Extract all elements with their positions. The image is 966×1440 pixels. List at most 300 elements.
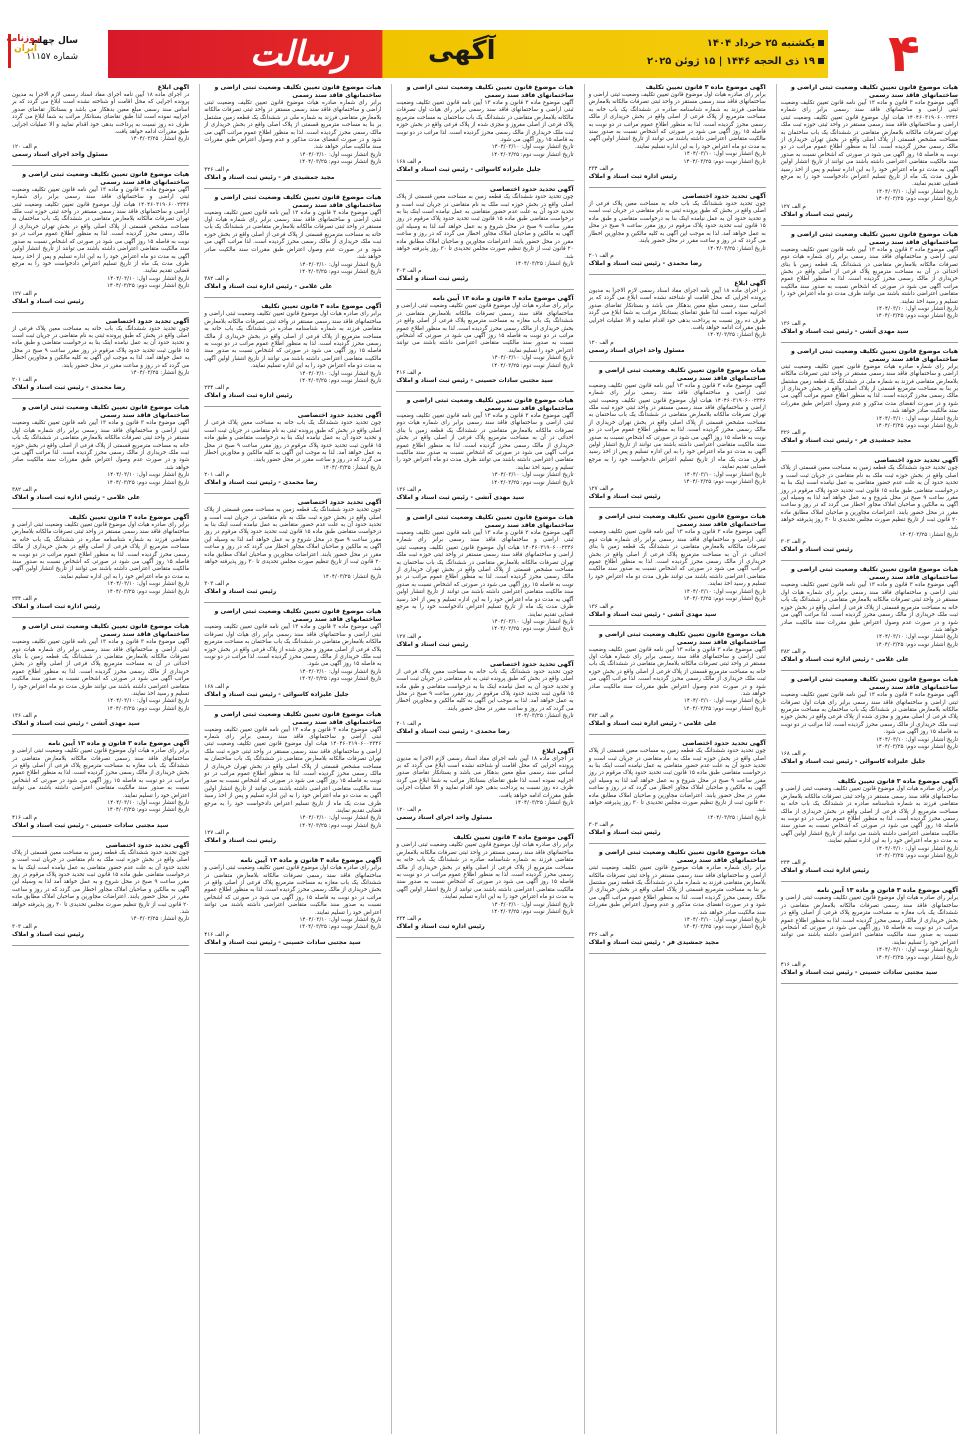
notice <box>396 834 573 931</box>
notice <box>12 623 189 728</box>
notice-date: تاریخ انتشار نوبت اول: ۱۴۰۴/۰۳/۱۰ <box>107 581 190 588</box>
notice <box>12 514 189 611</box>
notice-signature: رئیس اداره ثبت اسناد و املاک <box>204 392 293 400</box>
notice <box>589 513 766 618</box>
bullet-icon <box>818 58 824 64</box>
notice-signature: سید مهدی آتشی - رئیس ثبت اسناد و املاک <box>11 720 140 728</box>
notice-date: تاریخ انتشار نوبت دوم: ۱۴۰۴/۰۳/۲۵ <box>491 909 574 916</box>
notice-heading: آگهی موضوع ماده ۳ قانون تعیین تکلیف <box>68 514 190 522</box>
notice-divider <box>589 187 766 188</box>
notice <box>204 412 381 487</box>
notice-date: تاریخ انتشار نوبت اول: ۱۴۰۴/۰۳/۱۰ <box>876 415 958 422</box>
notice-date: تاریخ انتشار نوبت اول: ۱۴۰۴/۰۳/۱۰ <box>876 947 958 954</box>
notice-code: م الف ۳۸۲ <box>588 713 614 720</box>
notice-divider <box>204 493 381 494</box>
notice-code: م الف ۳۰۳ <box>396 268 422 275</box>
notice-divider <box>204 188 381 189</box>
notice-divider <box>589 625 766 626</box>
notice-signature: سید مهدی آتشی - رئیس ثبت اسناد و املاک <box>396 494 525 502</box>
notice-date: تاریخ انتشار: ۱۴۰۴/۰۳/۲۵ <box>515 260 574 267</box>
notice-signature: مجید جمشیدی فر - رئیس ثبت اسناد و املاک <box>204 173 335 181</box>
column-2 <box>584 84 766 1434</box>
notice-code: م الف ۱۲۷ <box>588 486 614 493</box>
notices-columns <box>8 84 958 1434</box>
notice <box>204 608 381 698</box>
notice-code: م الف ۲۰۱ <box>396 720 422 727</box>
notice-date: تاریخ انتشار نوبت اول: ۱۴۰۴/۰۳/۱۰ <box>876 736 958 743</box>
notice-code: م الف ۱۶۸ <box>204 683 230 690</box>
notice-body: چون تحدید حدود ششدانگ یک قطعه زمین به مساحت معین قسمتی از پلاک اصلی واقع در بخش حوزه ثبت ملک به نام متقاضی در جریان ثبت است و تحدید حدود آن به علت عدم حضور متقاضی به عمل نیامده است اینک بنا به درخواست متقاضی طبق ماده ۱۵ قانون ثبت تحدید حدود پلاک مرقوم در روز مقرر ساعت ۹ صبح در محل شروع و به عمل خواهد آمد لذا به وسیله این آگهی به مالکین و صاحبان املاک مجاور اخطار می گردد که در روز و ساعت مقرر در محل حضور یابند. اعتراضات مجاورین و صاحبان املاک مطابق ماده ۲۰ قانون ثبت از تاریخ تنظیم صورت مجلس تحدیدی تا ۳۰ روز پذیرفته خواهد شد. <box>204 507 382 573</box>
page-number: ۴ <box>888 24 920 84</box>
notice-body: چون تحدید حدود ششدانگ یک قطعه زمین به مساحت معین قسمتی از پلاک اصلی واقع در بخش حوزه ثبت ملک به نام متقاضی در جریان ثبت است و تحدید حدود آن به علت عدم حضور متقاضی به عمل نیامده است اینک بنا به درخواست متقاضی طبق ماده ۱۵ قانون ثبت تحدید حدود پلاک مرقوم در روز مقرر ساعت ۹ صبح در محل شروع و به عمل خواهد آمد لذا به وسیله این آگهی به مالکین و صاحبان املاک مجاور اخطار می گردد که در روز و ساعت مقرر در محل حضور یابند. اعتراضات مجاورین و صاحبان املاک مطابق ماده ۲۰ قانون ثبت از تاریخ تنظیم صورت مجلس تحدیدی تا ۳۰ روز پذیرفته خواهد شد. <box>588 748 766 814</box>
notice <box>781 84 958 219</box>
notice-code: م الف ۲۰۱ <box>588 252 614 259</box>
notice-code: م الف ۳۸۲ <box>204 276 230 283</box>
notice-body: آگهی موضوع ماده ۳ قانون و ماده ۱۳ آیین نامه قانون تعیین تکلیف وضعیت ثبتی اراضی و ساختمانهای فاقد سند رسمی برابر رای هیات اول تصرفات مالکانه بلامعارض متقاضی در ششدانگ یک باب ساختمان به مساحت مترمربع پلاک فرعی از اصلی مفروز و مجزی شده از پلاک فرعی واقع در بخش حوزه ثبت ملک خریداری از مالک رسمی محرز گردیده است. لذا مراتب در دو نوبت به فاصله ۱۵ روز آگهی می شود. <box>780 692 958 736</box>
notice-heading: آگهی موضوع ماده ۳ قانون و ماده ۱۳ آیین نامه <box>48 740 190 748</box>
notice <box>204 499 381 596</box>
notice-divider <box>589 361 766 362</box>
notice-divider <box>204 406 381 407</box>
notice-divider <box>781 451 958 452</box>
issue-number: شماره ۱۱۱۵۷ <box>26 52 78 62</box>
notice-date: تاریخ انتشار: ۱۴۰۴/۰۳/۲۵ <box>515 800 574 806</box>
issue-info <box>8 30 100 78</box>
notice-code: م الف ۳۰۳ <box>11 923 38 930</box>
notice-divider <box>204 297 381 298</box>
side-logo <box>8 34 40 68</box>
notice-date: تاریخ انتشار: ۱۴۰۴/۰۳/۲۵ <box>707 814 766 821</box>
notice-code: م الف ۲۰۱ <box>11 377 38 384</box>
notice-date: تاریخ انتشار نوبت دوم: ۱۴۰۴/۰۳/۲۵ <box>875 641 958 648</box>
notice-date: تاریخ انتشار نوبت دوم: ۱۴۰۴/۰۳/۲۵ <box>299 268 382 275</box>
notice-code: م الف ۱۲۷ <box>204 830 230 837</box>
notice-date: تاریخ انتشار نوبت دوم: ۱۴۰۴/۰۳/۲۵ <box>491 362 574 369</box>
notice-divider <box>781 225 958 226</box>
notice-code: م الف ۳۲۶ <box>204 166 230 173</box>
notice-code: م الف ۲۳۴ <box>780 860 806 867</box>
notice-body: در اجرای ماده ۱۸ آیین نامه اجرای مفاد اسناد رسمی لازم الاجرا به مدیون پرونده اجرایی که محل اقامت او شناخته نشده است ابلاغ می گردد که بر اساس سند رسمی مبلغ معین بدهکار می باشد و بستانکار تقاضای صدور اجراییه نموده است لذا طبق تقاضای بستانکار مراتب به شما ابلاغ می گردد ظرف ده روز نسبت به پرداخت بدهی خود اقدام نمایید و الا عملیات اجرایی طبق مقررات ادامه خواهد یافت. <box>396 755 574 799</box>
notice-signature: سید مهدی آتشی - رئیس ثبت اسناد و املاک <box>588 610 717 618</box>
notice-divider <box>396 180 573 181</box>
notice <box>12 842 189 939</box>
notice-signature: رئیس ثبت اسناد و املاک <box>588 829 661 837</box>
notice-signature: رئیس ثبت اسناد و املاک <box>11 297 84 305</box>
notice-date: تاریخ انتشار: ۱۴۰۴/۰۳/۲۵ <box>130 136 190 143</box>
notice-date: تاریخ انتشار: ۱۴۰۴/۰۳/۲۵ <box>707 332 766 339</box>
notice-heading: آگهی موضوع ماده ۳ قانون تعیین تکلیف <box>645 84 766 91</box>
notice-date: تاریخ انتشار نوبت دوم: ۱۴۰۴/۰۳/۲۵ <box>875 313 958 320</box>
notice <box>781 457 958 554</box>
notice <box>396 295 573 385</box>
notice-body: آگهی موضوع ماده ۳ قانون و ماده ۱۳ آیین نامه قانون تعیین تکلیف وضعیت ثبتی اراضی و ساختمانهای فاقد سند رسمی برابر رای شماره ۱۴۰۴۶۰۳۱۹۰۶۰۰۲۳۴۶ هیات اول موضوع قانون تعیین تکلیف وضعیت ثبتی اراضی و ساختمانهای فاقد سند رسمی مستقر در واحد ثبتی حوزه ثبت ملک تهران تصرفات مالکانه بلامعارض متقاضی در ششدانگ یک باب ساختمان به مساحت مشخص قسمتی از پلاک اصلی واقع در بخش تهران خریداری از مالک رسمی محرز گردیده است. لذا به منظور اطلاع عموم مراتب در دو نوبت به فاصله ۱۵ روز آگهی می شود در صورتی که اشخاص نسبت به صدور سند مالکیت متقاضی اعتراضی داشته باشند می توانند از تاریخ انتشار اولین آگهی به مدت دو ماه اعتراض خود را به این اداره تسلیم و پس از اخذ رسید ظرف مدت یک ماه از تاریخ تسلیم اعتراض دادخواست خود را به مرجع قضایی تقدیم نمایند. <box>588 382 766 471</box>
notice-date: تاریخ انتشار نوبت اول: ۱۴۰۴/۰۳/۱۰ <box>491 901 574 908</box>
notice-body: آگهی موضوع ماده ۳ قانون و ماده ۱۳ آیین نامه قانون تعیین تکلیف وضعیت ثبتی اراضی و ساختمانهای فاقد سند رسمی برابر رای شماره هیات اول مستقر در واحد ثبتی تصرفات مالکانه بلامعارض متقاضی در ششدانگ یک باب خانه به مساحت مترمربع قسمتی از پلاک فرعی از اصلی واقع در بخش حوزه ثبت ملک خریداری از مالک رسمی محرز گردیده است. لذا مراتب آگهی می شود و در صورت عدم وصول اعتراض طبق مقررات سند مالکیت صادر خواهد شد. <box>11 420 190 471</box>
notice-signature: مسئول واحد اجرای اسناد رسمی <box>396 814 493 822</box>
notice <box>781 231 958 336</box>
notice-date: تاریخ انتشار نوبت اول: ۱۴۰۴/۰۳/۱۰ <box>876 845 958 852</box>
notice-heading: آگهی موضوع ماده ۳ قانون و ماده ۱۳ آیین نامه <box>816 887 958 895</box>
column-1 <box>776 84 958 1434</box>
notice-date: تاریخ انتشار: ۱۴۰۴/۰۳/۲۵ <box>322 464 382 471</box>
notice-heading: هیات موضوع قانون تعیین تکلیف وضعیت ثبتی اراضی و ساختمانهای فاقد سند رسمی <box>598 849 766 865</box>
newspaper-logo: رسالت <box>250 34 350 74</box>
notice-code: م الف ۱۲۷ <box>396 633 422 640</box>
notice-heading: آگهی تحدید حدود اختصاصی <box>297 499 382 507</box>
notice-date: تاریخ انتشار نوبت دوم: ۱۴۰۴/۰۳/۲۵ <box>491 151 574 158</box>
notice-code: م الف ۴۱۶ <box>204 931 230 938</box>
notice <box>396 84 573 174</box>
notice-heading: هیات موضوع قانون تعیین تکلیف وضعیت ثبتی اراضی و ساختمانهای فاقد سند رسمی <box>598 630 766 646</box>
notice-code: م الف ۱۲۰ <box>588 339 614 346</box>
notice-body: آگهی موضوع ماده ۳ قانون و ماده ۱۳ آیین نامه قانون تعیین تکلیف وضعیت ثبتی اراضی و ساختمانهای فاقد سند رسمی برابر رای شماره ۱۴۰۴۶۰۳۱۹۰۶۰۰۲۳۴۶ هیات اول موضوع قانون تعیین تکلیف وضعیت ثبتی اراضی و ساختمانهای فاقد سند رسمی مستقر در واحد ثبتی حوزه ثبت ملک تهران تصرفات مالکانه بلامعارض متقاضی در ششدانگ یک باب ساختمان به مساحت مشخص قسمتی از پلاک اصلی واقع در بخش تهران خریداری از مالک رسمی محرز گردیده است. لذا به منظور اطلاع عموم مراتب در دو نوبت به فاصله ۱۵ روز آگهی می شود در صورتی که اشخاص نسبت به صدور سند مالکیت متقاضی اعتراضی داشته باشند می توانند از تاریخ انتشار اولین آگهی به مدت دو ماه اعتراض خود را به این اداره تسلیم و پس از اخذ رسید ظرف مدت یک ماه از تاریخ تسلیم اعتراض دادخواست خود را به مرجع قضایی تقدیم نمایند. <box>11 186 190 275</box>
notice-date: تاریخ انتشار نوبت دوم: ۱۴۰۴/۰۳/۲۵ <box>106 807 190 814</box>
notice-divider <box>12 508 189 509</box>
notice-code: م الف ۱۳۶ <box>396 487 422 494</box>
notice <box>396 748 573 823</box>
notice-code: م الف ۱۳۶ <box>588 603 614 610</box>
notice-date: تاریخ انتشار نوبت دوم: ۱۴۰۴/۰۳/۲۵ <box>299 822 382 829</box>
notice-date: تاریخ انتشار نوبت اول: ۱۴۰۴/۰۳/۱۰ <box>299 370 382 377</box>
notice-date: تاریخ انتشار نوبت دوم: ۱۴۰۴/۰۳/۲۵ <box>683 158 766 165</box>
notice <box>589 84 766 181</box>
notice <box>204 857 381 947</box>
notice-divider <box>396 508 573 509</box>
notice <box>589 193 766 268</box>
notice-divider <box>12 734 189 735</box>
notice-body: در اجرای ماده ۱۸ آیین نامه اجرای مفاد اسناد رسمی لازم الاجرا به مدیون پرونده اجرایی که محل اقامت او شناخته نشده است ابلاغ می گردد که بر اساس سند رسمی مبلغ معین بدهکار می باشد و بستانکار تقاضای صدور اجراییه نموده است لذا طبق تقاضای بستانکار مراتب به شما ابلاغ می گردد ظرف ده روز نسبت به پرداخت بدهی خود اقدام نمایید و الا عملیات اجرایی طبق مقررات ادامه خواهد یافت. <box>11 92 190 136</box>
notice-signature: مجید جمشیدی فر - رئیس ثبت اسناد و املاک <box>588 938 719 946</box>
notice-body: آگهی موضوع ماده ۳ قانون و ماده ۱۳ آیین نامه قانون تعیین تکلیف وضعیت ثبتی اراضی و ساختمانهای فاقد سند رسمی برابر رای شماره هیات دوم تصرفات مالکانه بلامعارض متقاضی در ششدانگ یک قطعه زمین با بنای احداثی در آن به مساحت مترمربع پلاک فرعی از اصلی واقع در بخش خریداری از مالک رسمی محرز گردیده است. لذا به منظور اطلاع عموم مراتب آگهی می شود در صورتی که اشخاص نسبت به صدور سند مالکیت متقاضی اعتراضی داشته باشند می توانند ظرف مدت دو ماه اعتراض خود را تسلیم و رسید اخذ نمایند. <box>780 246 958 305</box>
notice-date: تاریخ انتشار نوبت دوم: ۱۴۰۴/۰۳/۲۵ <box>875 423 958 429</box>
notice-date: تاریخ انتشار نوبت دوم: ۱۴۰۴/۰۳/۲۵ <box>299 676 382 683</box>
notice <box>589 367 766 502</box>
notice-signature: مسئول واحد اجرای اسناد رسمی <box>11 150 109 158</box>
bullet-icon <box>818 40 824 46</box>
notice-body: چون تحدید حدود ششدانگ یک باب خانه به مساحت معین پلاک فرعی از اصلی واقع در بخش که طبق پرونده ثبتی به نام متقاضی در جریان ثبت است و تحدید حدود آن به عمل نیامده اینک بنا به درخواست متقاضی و طبق ماده ۱۵ قانون ثبت تحدید حدود پلاک مرقوم در روز مقرر ساعت ۹ صبح در محل به عمل خواهد آمد. لذا به موجب این آگهی به کلیه مالکین و مجاورین اخطار می گردد که در روز و ساعت مقرر در محل حضور یابند. <box>204 420 382 464</box>
notice-divider <box>12 617 189 618</box>
notice-heading: هیات موضوع قانون تعیین تکلیف وضعیت ثبتی اراضی و ساختمانهای فاقد سند رسمی <box>22 170 190 186</box>
notice-heading: آگهی ابلاغ <box>542 747 574 755</box>
notice-body: چون تحدید حدود ششدانگ یک قطعه زمین به مساحت معین قسمتی از پلاک اصلی واقع در بخش حوزه ثبت ملک به نام متقاضی در جریان ثبت است و تحدید حدود آن به علت عدم حضور متقاضی به عمل نیامده است اینک بنا به درخواست متقاضی طبق ماده ۱۵ قانون ثبت تحدید حدود پلاک مرقوم در روز مقرر ساعت ۹ صبح در محل شروع و به عمل خواهد آمد لذا به وسیله این آگهی به مالکین و صاحبان املاک مجاور اخطار می گردد که در روز و ساعت مقرر در محل حضور یابند. اعتراضات مجاورین و صاحبان املاک مطابق ماده ۲۰ قانون ثبت از تاریخ تنظیم صورت مجلس تحدیدی تا ۳۰ روز پذیرفته خواهد شد. <box>780 465 958 531</box>
notice-body: برابر رای صادره هیات اول موضوع قانون تعیین تکلیف وضعیت ثبتی اراضی و ساختمانهای فاقد سند رسمی مستقر در واحد ثبتی تصرفات مالکانه بلامعارض متقاضی فرزند به شماره شناسنامه صادره در ششدانگ یک باب خانه به مساحت مترمربع از پلاک فرعی از اصلی واقع در بخش خریداری از مالک رسمی محرز گردیده است. لذا به منظور اطلاع عموم مراتب در دو نوبت به فاصله ۱۵ روز آگهی می شود در صورتی که اشخاص نسبت به صدور سند مالکیت متقاضی اعتراضی داشته باشند می توانند از تاریخ انتشار اولین آگهی به مدت دو ماه اعتراض خود را به این اداره تسلیم نمایند. <box>780 786 958 845</box>
notice-date: تاریخ انتشار نوبت دوم: ۱۴۰۴/۰۳/۲۵ <box>106 588 190 595</box>
notice-signature: رئیس اداره ثبت اسناد و املاک <box>11 603 101 611</box>
notice-heading: هیات موضوع قانون تعیین تکلیف وضعیت ثبتی اراضی و ساختمانهای فاقد سند رسمی <box>406 514 574 530</box>
notice-code: م الف ۲۳۴ <box>204 385 230 392</box>
notice-date: تاریخ انتشار نوبت دوم: ۱۴۰۴/۰۳/۲۵ <box>106 283 190 290</box>
notice-code: م الف ۱۶۸ <box>780 751 806 758</box>
notice-heading: هیات موضوع قانون تعیین تکلیف وضعیت ثبتی اراضی و ساختمانهای فاقد سند رسمی <box>214 608 382 624</box>
notice-date: تاریخ انتشار نوبت اول: ۱۴۰۴/۰۳/۱۰ <box>107 472 190 479</box>
notice-body: آگهی موضوع ماده ۳ قانون و ماده ۱۳ آیین نامه قانون تعیین تکلیف وضعیت ثبتی اراضی و ساختمانهای فاقد سند رسمی برابر رای شماره هیات دوم تصرفات مالکانه بلامعارض متقاضی در ششدانگ یک قطعه زمین با بنای احداثی در آن به مساحت مترمربع پلاک فرعی از اصلی واقع در بخش خریداری از مالک رسمی محرز گردیده است. لذا به منظور اطلاع عموم مراتب آگهی می شود در صورتی که اشخاص نسبت به صدور سند مالکیت متقاضی اعتراضی داشته باشند می توانند ظرف مدت دو ماه اعتراض خود را تسلیم و رسید اخذ نمایند. <box>11 639 190 697</box>
notice-heading: آگهی موضوع ماده ۳ قانون تعیین تکلیف <box>837 778 958 786</box>
notice-date: تاریخ انتشار نوبت اول: ۱۴۰۴/۰۳/۱۰ <box>876 305 958 312</box>
notice-divider <box>396 742 573 743</box>
notice-divider <box>781 983 958 984</box>
notice-heading: هیات موضوع قانون تعیین تکلیف وضعیت ثبتی اراضی و ساختمانهای فاقد سند رسمی <box>791 347 958 363</box>
notice-body: برابر رای صادره هیات اول موضوع قانون تعیین تکلیف وضعیت ثبتی اراضی و ساختمانهای فاقد سند رسمی تصرفات مالکانه بلامعارض متقاضی در ششدانگ یک باب مغازه به مساحت مترمربع پلاک فرعی از اصلی واقع در بخش خریداری از مالک رسمی محرز گردیده است. لذا به منظور اطلاع عموم مراتب در دو نوبت به فاصله ۱۵ روز آگهی می شود در صورتی که اشخاص نسبت به صدور سند مالکیت متقاضی اعتراضی داشته باشند می توانند اعتراض خود را تسلیم نمایند. <box>396 303 574 354</box>
notice-divider <box>589 953 766 954</box>
notice-signature: علی غلامی - رئیس اداره ثبت اسناد و املاک <box>204 283 333 291</box>
notice-divider <box>781 881 958 882</box>
notice-heading: آگهی تحدید حدود اختصاصی <box>105 317 190 325</box>
notice-date: تاریخ انتشار نوبت اول: ۱۴۰۴/۰۳/۱۰ <box>491 355 574 362</box>
notice-heading: آگهی ابلاغ <box>157 84 190 91</box>
notice-date: تاریخ انتشار: ۱۴۰۴/۰۳/۲۵ <box>130 916 190 923</box>
notice-divider <box>781 670 958 671</box>
notice <box>589 631 766 729</box>
notice-code: م الف ۱۲۷ <box>780 203 806 210</box>
notice-signature: سید مجتبی سادات حسینی - رئیس ثبت اسناد و املاک <box>780 969 938 977</box>
notice-signature: مسئول واحد اجرای اسناد رسمی <box>588 346 685 354</box>
notice-signature: رضا محمدی - رئیس ثبت اسناد و املاک <box>204 479 318 487</box>
notice-signature: رئیس ثبت اسناد و املاک <box>396 640 469 648</box>
notice-signature: رئیس اداره ثبت اسناد و املاک <box>588 173 677 181</box>
notice-body: چون تحدید حدود ششدانگ یک باب خانه به مساحت معین پلاک فرعی از اصلی واقع در بخش که طبق پرونده ثبتی به نام متقاضی در جریان ثبت است و تحدید حدود آن به عمل نیامده اینک بنا به درخواست متقاضی و طبق ماده ۱۵ قانون ثبت تحدید حدود پلاک مرقوم در روز مقرر ساعت ۹ صبح در محل به عمل خواهد آمد. لذا به موجب این آگهی به کلیه مالکین و مجاورین اخطار می گردد که در روز و ساعت مقرر در محل حضور یابند. <box>11 325 190 369</box>
notice-body: برابر رای صادره هیات اول موضوع قانون تعیین تکلیف وضعیت ثبتی اراضی و ساختمانهای فاقد سند رسمی تصرفات مالکانه بلامعارض متقاضی در ششدانگ یک باب مغازه به مساحت مترمربع پلاک فرعی از اصلی واقع در بخش خریداری از مالک رسمی محرز گردیده است. لذا به منظور اطلاع عموم مراتب در دو نوبت به فاصله ۱۵ روز آگهی می شود در صورتی که اشخاص نسبت به صدور سند مالکیت متقاضی اعتراضی داشته باشند می توانند اعتراض خود را تسلیم نمایند. <box>780 895 958 946</box>
notice-signature: مجید جمشیدی فر - رئیس ثبت اسناد و املاک <box>780 437 912 445</box>
notice-date: تاریخ انتشار نوبت اول: ۱۴۰۴/۰۳/۱۰ <box>683 471 766 478</box>
notice-code: م الف ۴۱۶ <box>11 814 38 821</box>
notice-signature: جلیل علیزاده کاسوائی - رئیس ثبت اسناد و املاک <box>396 166 541 174</box>
notice-code: م الف ۴۱۶ <box>780 962 806 969</box>
notice-body: برابر رای صادره هیات اول موضوع قانون تعیین تکلیف وضعیت ثبتی اراضی و ساختمانهای فاقد سند رسمی مستقر در واحد ثبتی تصرفات مالکانه بلامعارض متقاضی فرزند به شماره شناسنامه صادره در ششدانگ یک باب خانه به مساحت مترمربع از پلاک فرعی از اصلی واقع در بخش خریداری از مالک رسمی محرز گردیده است. لذا به منظور اطلاع عموم مراتب در دو نوبت به فاصله ۱۵ روز آگهی می شود در صورتی که اشخاص نسبت به صدور سند مالکیت متقاضی اعتراضی داشته باشند می توانند از تاریخ انتشار اولین آگهی به مدت دو ماه اعتراض خود را به این اداره تسلیم نمایند. <box>588 92 766 150</box>
notice-divider <box>204 953 381 954</box>
notice-heading: آگهی موضوع ماده ۳ قانون تعیین تکلیف <box>261 303 382 311</box>
notice-heading: آگهی تحدید حدود اختصاصی <box>105 841 190 849</box>
notice-date: تاریخ انتشار نوبت اول: ۱۴۰۴/۰۳/۱۰ <box>107 698 190 705</box>
notice <box>12 740 189 830</box>
notice-heading: هیات موضوع قانون تعیین تکلیف وضعیت ثبتی اراضی و ساختمانهای فاقد سند رسمی <box>22 623 190 639</box>
notice-divider <box>12 945 189 946</box>
notice-body: برابر رای شماره صادره هیات موضوع قانون تعیین تکلیف وضعیت ثبتی اراضی و ساختمانهای فاقد سند رسمی مستقر در واحد ثبتی تصرفات مالکانه بلامعارض متقاضی فرزند به شماره ملی در ششدانگ یک قطعه زمین مشتمل بر بنا به مساحت مترمربع قسمتی از پلاک اصلی واقع در بخش خریداری از مالک رسمی محرز گردیده است. لذا به منظور اطلاع عموم مراتب آگهی می شود و در صورت انقضای مدت مذکور و عدم وصول اعتراض طبق مقررات سند مالکیت صادر خواهد شد. <box>780 363 958 415</box>
notice-date: تاریخ انتشار نوبت دوم: ۱۴۰۴/۰۳/۲۵ <box>683 705 766 712</box>
notice-code: م الف ۱۳۶ <box>11 713 38 720</box>
notice-date: تاریخ انتشار نوبت اول: ۱۴۰۴/۰۳/۱۰ <box>491 144 574 151</box>
year-label: سال چهلم <box>31 36 78 46</box>
notice-signature: سید مجتبی سادات حسینی - رئیس ثبت اسناد و املاک <box>11 821 169 829</box>
notice-heading: هیات موضوع قانون تعیین تکلیف وضعیت ثبتی اراضی و ساختمانهای فاقد سند رسمی <box>791 230 958 246</box>
notice-signature: رئیس اداره ثبت اسناد و املاک <box>396 923 485 931</box>
notice-date: تاریخ انتشار نوبت دوم: ۱۴۰۴/۰۳/۲۵ <box>875 954 958 961</box>
notice-divider <box>12 398 189 399</box>
notice-divider <box>589 843 766 844</box>
notice-date: تاریخ انتشار نوبت دوم: ۱۴۰۴/۰۳/۲۵ <box>875 743 958 750</box>
notice-date: تاریخ انتشار نوبت اول: ۱۴۰۴/۰۳/۱۰ <box>683 917 766 924</box>
notice <box>396 661 573 736</box>
notice-divider <box>204 705 381 706</box>
notice-body: برابر رای صادره هیات اول موضوع قانون تعیین تکلیف وضعیت ثبتی اراضی و ساختمانهای فاقد سند رسمی مستقر در واحد ثبتی تصرفات مالکانه بلامعارض متقاضی فرزند به شماره شناسنامه صادره در ششدانگ یک باب خانه به مساحت مترمربع از پلاک فرعی از اصلی واقع در بخش خریداری از مالک رسمی محرز گردیده است. لذا به منظور اطلاع عموم مراتب در دو نوبت به فاصله ۱۵ روز آگهی می شود در صورتی که اشخاص نسبت به صدور سند مالکیت متقاضی اعتراضی داشته باشند می توانند از تاریخ انتشار اولین آگهی به مدت دو ماه اعتراض خود را به این اداره تسلیم نمایند. <box>11 522 190 580</box>
notice <box>589 849 766 947</box>
notice-divider <box>12 836 189 837</box>
notice-divider <box>781 772 958 773</box>
notice <box>12 404 189 502</box>
notice-body: آگهی موضوع ماده ۳ قانون و ماده ۱۳ آیین نامه قانون تعیین تکلیف وضعیت ثبتی اراضی و ساختمانهای فاقد سند رسمی برابر رای شماره هیات دوم تصرفات مالکانه بلامعارض متقاضی در ششدانگ یک قطعه زمین با بنای احداثی در آن به مساحت مترمربع پلاک فرعی از اصلی واقع در بخش خریداری از مالک رسمی محرز گردیده است. لذا به منظور اطلاع عموم مراتب آگهی می شود در صورتی که اشخاص نسبت به صدور سند مالکیت متقاضی اعتراضی داشته باشند می توانند ظرف مدت دو ماه اعتراض خود را تسلیم و رسید اخذ نمایند. <box>588 529 766 588</box>
notice-code: م الف ۲۳۴ <box>396 916 422 923</box>
notice-heading: آگهی تحدید حدود اختصاصی <box>489 186 574 194</box>
notice <box>204 711 381 846</box>
notice-date: تاریخ انتشار: ۱۴۰۴/۰۳/۲۵ <box>515 713 574 720</box>
notice-date: تاریخ انتشار نوبت اول: ۱۴۰۴/۰۳/۱۰ <box>299 815 382 822</box>
notice-heading: آگهی موضوع ماده ۳ قانون و ماده ۱۳ آیین نامه <box>240 857 382 865</box>
notice-body: آگهی موضوع ماده ۳ قانون و ماده ۱۳ آیین نامه قانون تعیین تکلیف وضعیت ثبتی اراضی و ساختمانهای فاقد سند رسمی برابر رای شماره هیات دوم تصرفات مالکانه بلامعارض متقاضی در ششدانگ یک قطعه زمین با بنای احداثی در آن به مساحت مترمربع پلاک فرعی از اصلی واقع در بخش خریداری از مالک رسمی محرز گردیده است. لذا به منظور اطلاع عموم مراتب آگهی می شود در صورتی که اشخاص نسبت به صدور سند مالکیت متقاضی اعتراضی داشته باشند می توانند ظرف مدت دو ماه اعتراض خود را تسلیم و رسید اخذ نمایند. <box>396 412 574 471</box>
notice-divider <box>396 655 573 656</box>
notice-date: تاریخ انتشار نوبت دوم: ۱۴۰۴/۰۳/۲۵ <box>299 159 382 166</box>
notice-heading: هیات موضوع قانون تعیین تکلیف وضعیت ثبتی اراضی و ساختمانهای فاقد سند رسمی <box>791 84 958 99</box>
notice-heading: هیات موضوع قانون تعیین تکلیف وضعیت ثبتی اراضی و ساختمانهای فاقد سند رسمی <box>214 84 382 99</box>
notice-divider <box>781 560 958 561</box>
notice-body: برابر رای صادره هیات اول موضوع قانون تعیین تکلیف وضعیت ثبتی اراضی و ساختمانهای فاقد سند رسمی تصرفات مالکانه بلامعارض متقاضی در ششدانگ یک باب مغازه به مساحت مترمربع پلاک فرعی از اصلی واقع در بخش خریداری از مالک رسمی محرز گردیده است. لذا به منظور اطلاع عموم مراتب در دو نوبت به فاصله ۱۵ روز آگهی می شود در صورتی که اشخاص نسبت به صدور سند مالکیت متقاضی اعتراضی داشته باشند می توانند اعتراض خود را تسلیم نمایند. <box>11 748 190 799</box>
notice-divider <box>396 937 573 938</box>
date-persian <box>707 38 824 49</box>
notice-heading: هیات موضوع قانون تعیین تکلیف وضعیت ثبتی اراضی و ساختمانهای فاقد سند رسمی <box>22 404 190 420</box>
notice-date: تاریخ انتشار: ۱۴۰۴/۰۳/۲۵ <box>130 369 190 376</box>
notice-body: آگهی موضوع ماده ۳ قانون و ماده ۱۳ آیین نامه قانون تعیین تکلیف وضعیت ثبتی اراضی و ساختمانهای فاقد سند رسمی برابر رای شماره هیات اول مستقر در واحد ثبتی تصرفات مالکانه بلامعارض متقاضی در ششدانگ یک باب خانه به مساحت مترمربع قسمتی از پلاک فرعی از اصلی واقع در بخش حوزه ثبت ملک خریداری از مالک رسمی محرز گردیده است. لذا مراتب آگهی می شود و در صورت عدم وصول اعتراض طبق مقررات سند مالکیت صادر خواهد شد. <box>588 646 766 697</box>
notice-date: تاریخ انتشار نوبت اول: ۱۴۰۴/۰۳/۱۰ <box>491 618 574 625</box>
notice <box>204 84 381 182</box>
date-persian-text: یکشنبه ۲۵ خرداد ۱۴۰۴ <box>706 38 815 49</box>
notice <box>589 740 766 837</box>
notice-signature: رئیس اداره ثبت اسناد و املاک <box>780 867 870 875</box>
notice-date: تاریخ انتشار نوبت دوم: ۱۴۰۴/۰۳/۲۵ <box>875 853 958 860</box>
notice-signature: علی غلامی - رئیس اداره ثبت اسناد و املاک <box>11 494 141 502</box>
notice-code: م الف ۱۳۶ <box>780 320 806 327</box>
notice-date: تاریخ انتشار نوبت اول: ۱۴۰۴/۰۳/۱۰ <box>876 634 958 641</box>
notice-date: تاریخ انتشار: ۱۴۰۴/۰۳/۲۵ <box>322 573 382 580</box>
column-5 <box>8 84 189 1434</box>
notice-heading: آگهی موضوع ماده ۳ قانون و ماده ۱۳ آیین نامه <box>432 295 574 303</box>
notice-signature: علی غلامی - رئیس اداره ثبت اسناد و املاک <box>780 656 909 664</box>
notice-date: تاریخ انتشار نوبت دوم: ۱۴۰۴/۰۳/۲۵ <box>683 924 766 931</box>
notice-body: آگهی موضوع ماده ۳ قانون و ماده ۱۳ آیین نامه قانون تعیین تکلیف وضعیت ثبتی اراضی و ساختمانهای فاقد سند رسمی برابر رای شماره ۱۴۰۴۶۰۳۱۹۰۶۰۰۲۳۴۶ هیات اول موضوع قانون تعیین تکلیف وضعیت ثبتی اراضی و ساختمانهای فاقد سند رسمی مستقر در واحد ثبتی حوزه ثبت ملک تهران تصرفات مالکانه بلامعارض متقاضی در ششدانگ یک باب ساختمان به مساحت مشخص قسمتی از پلاک اصلی واقع در بخش تهران خریداری از مالک رسمی محرز گردیده است. لذا به منظور اطلاع عموم مراتب در دو نوبت به فاصله ۱۵ روز آگهی می شود در صورتی که اشخاص نسبت به صدور سند مالکیت متقاضی اعتراضی داشته باشند می توانند از تاریخ انتشار اولین آگهی به مدت دو ماه اعتراض خود را به این اداره تسلیم و پس از اخذ رسید ظرف مدت یک ماه از تاریخ تسلیم اعتراض دادخواست خود را به مرجع قضایی تقدیم نمایند. <box>204 726 382 814</box>
notice-date: تاریخ انتشار نوبت اول: ۱۴۰۴/۰۳/۱۰ <box>299 917 382 924</box>
notice-code: م الف ۳۰۳ <box>588 822 614 829</box>
side-logo-top: روزنامه <box>6 34 40 44</box>
notice-body: چون تحدید حدود ششدانگ یک باب خانه به مساحت معین پلاک فرعی از اصلی واقع در بخش که طبق پرونده ثبتی به نام متقاضی در جریان ثبت است و تحدید حدود آن به عمل نیامده اینک بنا به درخواست متقاضی و طبق ماده ۱۵ قانون ثبت تحدید حدود پلاک مرقوم در روز مقرر ساعت ۹ صبح در محل به عمل خواهد آمد. لذا به موجب این آگهی به کلیه مالکین و مجاورین اخطار می گردد که در روز و ساعت مقرر در محل حضور یابند. <box>588 201 766 245</box>
notice-divider <box>396 391 573 392</box>
notice-body: آگهی موضوع ماده ۳ قانون و ماده ۱۳ آیین نامه قانون تعیین تکلیف وضعیت ثبتی اراضی و ساختمانهای فاقد سند رسمی برابر رای شماره هیات اول مستقر در واحد ثبتی تصرفات مالکانه بلامعارض متقاضی در ششدانگ یک باب خانه به مساحت مترمربع قسمتی از پلاک فرعی از اصلی واقع در بخش حوزه ثبت ملک خریداری از مالک رسمی محرز گردیده است. لذا مراتب آگهی می شود و در صورت عدم وصول اعتراض طبق مقررات سند مالکیت صادر خواهد شد. <box>204 209 382 261</box>
notice-code: م الف ۱۶۸ <box>396 159 422 166</box>
notice-code: م الف ۱۲۷ <box>11 290 38 297</box>
masthead-banner <box>108 30 828 78</box>
date-other-text: ۱۹ ذی الحجه ۱۴۴۶ | ۱۵ ژوئن ۲۰۲۵ <box>646 56 815 67</box>
notice-body: برابر رای صادره هیات اول موضوع قانون تعیین تکلیف وضعیت ثبتی اراضی و ساختمانهای فاقد سند رسمی مستقر در واحد ثبتی تصرفات مالکانه بلامعارض متقاضی فرزند به شماره شناسنامه صادره در ششدانگ یک باب خانه به مساحت مترمربع از پلاک فرعی از اصلی واقع در بخش خریداری از مالک رسمی محرز گردیده است. لذا به منظور اطلاع عموم مراتب در دو نوبت به فاصله ۱۵ روز آگهی می شود در صورتی که اشخاص نسبت به صدور سند مالکیت متقاضی اعتراضی داشته باشند می توانند از تاریخ انتشار اولین آگهی به مدت دو ماه اعتراض خود را به این اداره تسلیم نمایند. <box>204 311 382 370</box>
notice-divider <box>12 165 189 166</box>
notice-signature: رضا محمدی - رئیس ثبت اسناد و املاک <box>588 259 702 267</box>
notice-heading: هیات موضوع قانون تعیین تکلیف وضعیت ثبتی اراضی و ساختمانهای فاقد سند رسمی <box>598 513 766 529</box>
notice-heading: هیات موضوع قانون تعیین تکلیف وضعیت ثبتی اراضی و ساختمانهای فاقد سند رسمی <box>214 710 382 726</box>
notice-body: آگهی موضوع ماده ۳ قانون و ماده ۱۳ آیین نامه قانون تعیین تکلیف وضعیت ثبتی اراضی و ساختمانهای فاقد سند رسمی برابر رای شماره ۱۴۰۴۶۰۳۱۹۰۶۰۰۲۳۴۶ هیات اول موضوع قانون تعیین تکلیف وضعیت ثبتی اراضی و ساختمانهای فاقد سند رسمی مستقر در واحد ثبتی حوزه ثبت ملک تهران تصرفات مالکانه بلامعارض متقاضی در ششدانگ یک باب ساختمان به مساحت مشخص قسمتی از پلاک اصلی واقع در بخش تهران خریداری از مالک رسمی محرز گردیده است. لذا به منظور اطلاع عموم مراتب در دو نوبت به فاصله ۱۵ روز آگهی می شود در صورتی که اشخاص نسبت به صدور سند مالکیت متقاضی اعتراضی داشته باشند می توانند از تاریخ انتشار اولین آگهی به مدت دو ماه اعتراض خود را به این اداره تسلیم و پس از اخذ رسید ظرف مدت یک ماه از تاریخ تسلیم اعتراض دادخواست خود را به مرجع قضایی تقدیم نمایند. <box>396 530 574 618</box>
notice-body: آگهی موضوع ماده ۳ قانون و ماده ۱۳ آیین نامه قانون تعیین تکلیف وضعیت ثبتی اراضی و ساختمانهای فاقد سند رسمی برابر رای هیات اول تصرفات مالکانه بلامعارض متقاضی در ششدانگ یک باب ساختمان به مساحت مترمربع پلاک فرعی از اصلی مفروز و مجزی شده از پلاک فرعی واقع در بخش حوزه ثبت ملک خریداری از مالک رسمی محرز گردیده است. لذا مراتب در دو نوبت به فاصله ۱۵ روز آگهی می شود. <box>396 100 574 144</box>
notice-signature: سید مجتبی سادات حسینی - رئیس ثبت اسناد و املاک <box>396 376 553 384</box>
notice-body: آگهی موضوع ماده ۳ قانون و ماده ۱۳ آیین نامه قانون تعیین تکلیف وضعیت ثبتی اراضی و ساختمانهای فاقد سند رسمی برابر رای شماره هیات اول مستقر در واحد ثبتی تصرفات مالکانه بلامعارض متقاضی در ششدانگ یک باب خانه به مساحت مترمربع قسمتی از پلاک فرعی از اصلی واقع در بخش حوزه ثبت ملک خریداری از مالک رسمی محرز گردیده است. لذا مراتب آگهی می شود و در صورت عدم وصول اعتراض طبق مقررات سند مالکیت صادر خواهد شد. <box>780 582 958 633</box>
notice <box>589 280 766 355</box>
notice-date: تاریخ انتشار نوبت دوم: ۱۴۰۴/۰۳/۲۵ <box>299 924 382 931</box>
notice <box>12 171 189 306</box>
notice-code: م الف ۴۱۶ <box>396 369 422 376</box>
notice <box>781 348 958 446</box>
notice <box>396 514 573 649</box>
notice-code: م الف ۳۸۲ <box>11 487 38 494</box>
notice-heading: آگهی تحدید حدود اختصاصی <box>297 412 382 420</box>
notice-code: م الف ۲۰۱ <box>204 472 230 479</box>
notice-code: م الف ۳۰۳ <box>780 539 806 546</box>
notice-divider <box>396 828 573 829</box>
notice <box>12 84 189 159</box>
notice-date: تاریخ انتشار نوبت دوم: ۱۴۰۴/۰۳/۲۵ <box>683 479 766 486</box>
notice-heading: هیات موضوع قانون تعیین تکلیف وضعیت ثبتی اراضی و ساختمانهای فاقد سند رسمی <box>791 566 958 582</box>
notice-date: تاریخ انتشار نوبت دوم: ۱۴۰۴/۰۳/۲۵ <box>106 705 190 712</box>
notice-date: تاریخ انتشار نوبت اول: ۱۴۰۴/۰۳/۱۰ <box>683 588 766 595</box>
notice <box>204 303 381 400</box>
notice-heading: آگهی تحدید حدود اختصاصی <box>489 660 574 668</box>
section-title: آگهی <box>428 36 496 66</box>
notice-signature: سید مجتبی سادات حسینی - رئیس ثبت اسناد و املاک <box>204 938 361 946</box>
notice-signature: رئیس ثبت اسناد و املاک <box>204 837 277 845</box>
notice-signature: رئیس ثبت اسناد و املاک <box>780 546 853 554</box>
notice-date: تاریخ انتشار نوبت دوم: ۱۴۰۴/۰۳/۲۵ <box>299 377 382 384</box>
notice-code: م الف ۳۰۳ <box>204 581 230 588</box>
notice-signature: جلیل علیزاده کاسوائی - رئیس ثبت اسناد و املاک <box>204 690 349 698</box>
side-logo-bottom: ایران <box>14 44 37 54</box>
notice-heading: هیات موضوع قانون تعیین تکلیف وضعیت ثبتی اراضی و ساختمانهای فاقد سند رسمی <box>214 193 382 209</box>
notice-divider <box>204 851 381 852</box>
notice-divider <box>589 507 766 508</box>
notice-signature: رئیس ثبت اسناد و املاک <box>11 930 84 938</box>
notice-signature: رضا محمدی - رئیس ثبت اسناد و املاک <box>11 384 126 392</box>
date-other <box>647 56 824 67</box>
notice-heading: آگهی ابلاغ <box>734 279 766 287</box>
notice-body: آگهی موضوع ماده ۳ قانون و ماده ۱۳ آیین نامه قانون تعیین تکلیف وضعیت ثبتی اراضی و ساختمانهای فاقد سند رسمی برابر رای شماره ۱۴۰۴۶۰۳۱۹۰۶۰۰۲۳۴۶ هیات اول موضوع قانون تعیین تکلیف وضعیت ثبتی اراضی و ساختمانهای فاقد سند رسمی مستقر در واحد ثبتی حوزه ثبت ملک تهران تصرفات مالکانه بلامعارض متقاضی در ششدانگ یک باب ساختمان به مساحت مشخص قسمتی از پلاک اصلی واقع در بخش تهران خریداری از مالک رسمی محرز گردیده است. لذا به منظور اطلاع عموم مراتب در دو نوبت به فاصله ۱۵ روز آگهی می شود در صورتی که اشخاص نسبت به صدور سند مالکیت متقاضی اعتراضی داشته باشند می توانند از تاریخ انتشار اولین آگهی به مدت دو ماه اعتراض خود را به این اداره تسلیم و پس از اخذ رسید ظرف مدت یک ماه از تاریخ تسلیم اعتراض دادخواست خود را به مرجع قضایی تقدیم نمایند. <box>780 100 958 188</box>
notice-body: برابر رای شماره صادره هیات موضوع قانون تعیین تکلیف وضعیت ثبتی اراضی و ساختمانهای فاقد سند رسمی مستقر در واحد ثبتی تصرفات مالکانه بلامعارض متقاضی فرزند به شماره ملی در ششدانگ یک قطعه زمین مشتمل بر بنا به مساحت مترمربع قسمتی از پلاک اصلی واقع در بخش خریداری از مالک رسمی محرز گردیده است. لذا به منظور اطلاع عموم مراتب آگهی می شود و در صورت انقضای مدت مذکور و عدم وصول اعتراض طبق مقررات سند مالکیت صادر خواهد شد. <box>204 100 382 151</box>
notice-signature: رضا محمدی - رئیس ثبت اسناد و املاک <box>396 727 510 735</box>
notice-date: تاریخ انتشار نوبت اول: ۱۴۰۴/۰۳/۱۰ <box>107 275 190 282</box>
notice-divider <box>589 734 766 735</box>
notice <box>781 566 958 664</box>
masthead <box>6 24 958 84</box>
notice-date: تاریخ انتشار نوبت اول: ۱۴۰۴/۰۳/۱۰ <box>107 800 190 806</box>
notice <box>781 887 958 977</box>
notice-body: برابر رای صادره هیات اول موضوع قانون تعیین تکلیف وضعیت ثبتی اراضی و ساختمانهای فاقد سند رسمی مستقر در واحد ثبتی تصرفات مالکانه بلامعارض متقاضی فرزند به شماره شناسنامه صادره در ششدانگ یک باب خانه به مساحت مترمربع از پلاک فرعی از اصلی واقع در بخش خریداری از مالک رسمی محرز گردیده است. لذا به منظور اطلاع عموم مراتب در دو نوبت به فاصله ۱۵ روز آگهی می شود در صورتی که اشخاص نسبت به صدور سند مالکیت متقاضی اعتراضی داشته باشند می توانند از تاریخ انتشار اولین آگهی به مدت دو ماه اعتراض خود را به این اداره تسلیم نمایند. <box>396 842 574 901</box>
notice-signature: رئیس ثبت اسناد و املاک <box>780 210 853 218</box>
notice-code: م الف ۳۸۲ <box>780 649 806 656</box>
column-4 <box>199 84 381 1434</box>
notice-signature: رئیس ثبت اسناد و املاک <box>396 275 469 283</box>
notice-date: تاریخ انتشار نوبت اول: ۱۴۰۴/۰۳/۱۰ <box>876 188 958 195</box>
notice-body: برابر رای صادره هیات اول موضوع قانون تعیین تکلیف وضعیت ثبتی اراضی و ساختمانهای فاقد سند رسمی تصرفات مالکانه بلامعارض متقاضی در ششدانگ یک باب مغازه به مساحت مترمربع پلاک فرعی از اصلی واقع در بخش خریداری از مالک رسمی محرز گردیده است. لذا به منظور اطلاع عموم مراتب در دو نوبت به فاصله ۱۵ روز آگهی می شود در صورتی که اشخاص نسبت به صدور سند مالکیت متقاضی اعتراضی داشته باشند می توانند اعتراض خود را تسلیم نمایند. <box>204 865 382 916</box>
notice-divider <box>781 342 958 343</box>
notice-divider <box>396 289 573 290</box>
notice-date: تاریخ انتشار نوبت دوم: ۱۴۰۴/۰۳/۲۵ <box>683 596 766 603</box>
notice-heading: آگهی موضوع ماده ۳ قانون تعیین تکلیف <box>453 834 574 842</box>
notice-date: تاریخ انتشار نوبت اول: ۱۴۰۴/۰۳/۱۰ <box>299 261 382 268</box>
notice-divider <box>12 312 189 313</box>
notice <box>781 778 958 875</box>
notice-date: تاریخ انتشار: ۱۴۰۴/۰۳/۲۵ <box>899 532 958 539</box>
column-3 <box>391 84 573 1434</box>
notice-heading: هیات موضوع قانون تعیین تکلیف وضعیت ثبتی اراضی و ساختمانهای فاقد سند رسمی <box>406 396 574 412</box>
notice-body: چون تحدید حدود ششدانگ یک قطعه زمین به مساحت معین قسمتی از پلاک اصلی واقع در بخش حوزه ثبت ملک به نام متقاضی در جریان ثبت است و تحدید حدود آن به علت عدم حضور متقاضی به عمل نیامده است اینک بنا به درخواست متقاضی طبق ماده ۱۵ قانون ثبت تحدید حدود پلاک مرقوم در روز مقرر ساعت ۹ صبح در محل شروع و به عمل خواهد آمد لذا به وسیله این آگهی به مالکین و صاحبان املاک مجاور اخطار می گردد که در روز و ساعت مقرر در محل حضور یابند. اعتراضات مجاورین و صاحبان املاک مطابق ماده ۲۰ قانون ثبت از تاریخ تنظیم صورت مجلس تحدیدی تا ۳۰ روز پذیرفته خواهد شد. <box>396 194 574 260</box>
notice-divider <box>589 274 766 275</box>
notice-divider <box>204 602 381 603</box>
notice-date: تاریخ انتشار نوبت اول: ۱۴۰۴/۰۳/۱۰ <box>299 668 382 675</box>
notice-body: آگهی موضوع ماده ۳ قانون و ماده ۱۳ آیین نامه قانون تعیین تکلیف وضعیت ثبتی اراضی و ساختمانهای فاقد سند رسمی برابر رای هیات اول تصرفات مالکانه بلامعارض متقاضی در ششدانگ یک باب ساختمان به مساحت مترمربع پلاک فرعی از اصلی مفروز و مجزی شده از پلاک فرعی واقع در بخش حوزه ثبت ملک خریداری از مالک رسمی محرز گردیده است. لذا مراتب در دو نوبت به فاصله ۱۵ روز آگهی می شود. <box>204 624 382 668</box>
notice <box>396 397 573 502</box>
notice-date: تاریخ انتشار نوبت اول: ۱۴۰۴/۰۳/۱۰ <box>683 698 766 705</box>
notice-body: چون تحدید حدود ششدانگ یک قطعه زمین به مساحت معین قسمتی از پلاک اصلی واقع در بخش حوزه ثبت ملک به نام متقاضی در جریان ثبت است و تحدید حدود آن به علت عدم حضور متقاضی به عمل نیامده است اینک بنا به درخواست متقاضی طبق ماده ۱۵ قانون ثبت تحدید حدود پلاک مرقوم در روز مقرر ساعت ۹ صبح در محل شروع و به عمل خواهد آمد لذا به وسیله این آگهی به مالکین و صاحبان املاک مجاور اخطار می گردد که در روز و ساعت مقرر در محل حضور یابند. اعتراضات مجاورین و صاحبان املاک مطابق ماده ۲۰ قانون ثبت از تاریخ تنظیم صورت مجلس تحدیدی تا ۳۰ روز پذیرفته خواهد شد. <box>11 849 190 916</box>
notice-heading: هیات موضوع قانون تعیین تکلیف وضعیت ثبتی اراضی و ساختمانهای فاقد سند رسمی <box>406 84 574 99</box>
